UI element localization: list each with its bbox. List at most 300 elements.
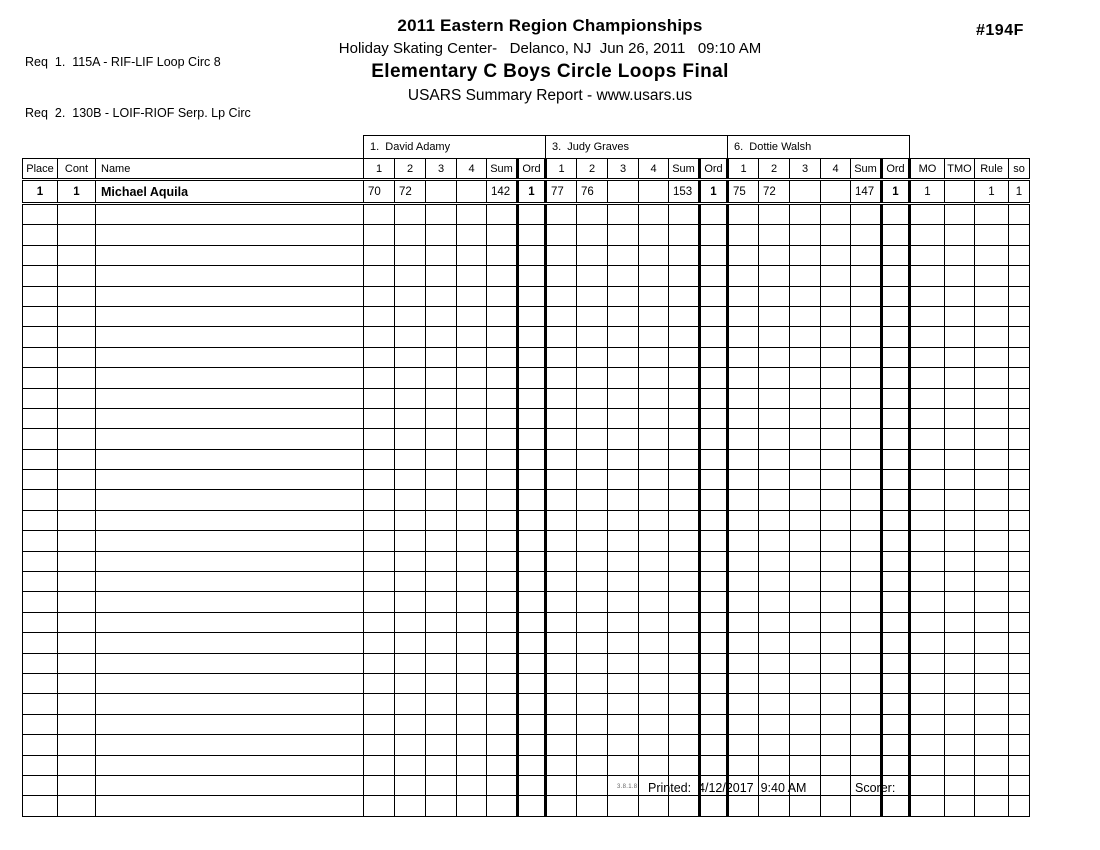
empty-cell bbox=[487, 510, 518, 530]
column-header-row bbox=[23, 159, 1030, 180]
rule-cell: 1 bbox=[975, 180, 1009, 204]
empty-cell bbox=[395, 714, 426, 734]
empty-cell bbox=[945, 306, 975, 326]
empty-cont-cell bbox=[58, 714, 96, 734]
empty-cell bbox=[364, 225, 395, 245]
empty-cell bbox=[851, 673, 882, 693]
empty-cell bbox=[882, 470, 910, 490]
empty-cell bbox=[945, 633, 975, 653]
empty-cell bbox=[910, 306, 945, 326]
empty-cell bbox=[669, 592, 700, 612]
empty-cell bbox=[910, 755, 945, 775]
judge1-score-cell bbox=[457, 180, 487, 204]
empty-name-cell bbox=[96, 225, 364, 245]
empty-cell bbox=[364, 347, 395, 367]
empty-row bbox=[23, 388, 1030, 408]
empty-cell bbox=[608, 266, 639, 286]
empty-cell bbox=[910, 429, 945, 449]
empty-cell bbox=[364, 306, 395, 326]
empty-cell bbox=[395, 755, 426, 775]
empty-cell bbox=[790, 572, 821, 592]
empty-cell bbox=[426, 204, 457, 225]
empty-cell bbox=[364, 694, 395, 714]
empty-cont-cell bbox=[58, 735, 96, 755]
empty-cell bbox=[395, 245, 426, 265]
empty-name-cell bbox=[96, 266, 364, 286]
empty-cell bbox=[457, 347, 487, 367]
empty-cell bbox=[851, 368, 882, 388]
empty-cell bbox=[457, 388, 487, 408]
empty-cell bbox=[608, 673, 639, 693]
empty-cell bbox=[790, 470, 821, 490]
empty-cell bbox=[759, 429, 790, 449]
empty-cell bbox=[975, 531, 1009, 551]
empty-cell bbox=[546, 735, 577, 755]
column-header-name: Name bbox=[96, 159, 364, 180]
empty-cell bbox=[759, 368, 790, 388]
empty-cell bbox=[426, 735, 457, 755]
empty-row bbox=[23, 592, 1030, 612]
empty-cell bbox=[426, 531, 457, 551]
place-cell: 1 bbox=[23, 180, 58, 204]
empty-cell bbox=[945, 694, 975, 714]
mo-cell: 1 bbox=[910, 180, 945, 204]
empty-cell bbox=[546, 266, 577, 286]
empty-cell bbox=[395, 347, 426, 367]
empty-cell bbox=[577, 714, 608, 734]
empty-cell bbox=[821, 225, 851, 245]
empty-cell bbox=[882, 510, 910, 530]
empty-cell bbox=[577, 408, 608, 428]
empty-cell bbox=[608, 225, 639, 245]
empty-cell bbox=[790, 388, 821, 408]
empty-cell bbox=[700, 266, 728, 286]
judge1-score-cell: 70 bbox=[364, 180, 395, 204]
empty-cont-cell bbox=[58, 408, 96, 428]
empty-cell bbox=[821, 572, 851, 592]
empty-name-cell bbox=[96, 755, 364, 775]
empty-cell bbox=[728, 286, 759, 306]
empty-row bbox=[23, 755, 1030, 775]
empty-cell bbox=[821, 429, 851, 449]
empty-cell bbox=[364, 531, 395, 551]
empty-cell bbox=[546, 368, 577, 388]
empty-cell bbox=[457, 245, 487, 265]
empty-cont-cell bbox=[58, 653, 96, 673]
empty-cont-cell bbox=[58, 449, 96, 469]
empty-cell bbox=[1009, 633, 1030, 653]
empty-cell bbox=[487, 531, 518, 551]
empty-cell bbox=[364, 470, 395, 490]
empty-cont-cell bbox=[58, 368, 96, 388]
empty-cell bbox=[728, 531, 759, 551]
empty-cell bbox=[821, 266, 851, 286]
empty-cell bbox=[945, 510, 975, 530]
empty-cell bbox=[669, 510, 700, 530]
empty-cell bbox=[395, 327, 426, 347]
empty-cell bbox=[518, 551, 546, 571]
empty-cell bbox=[851, 204, 882, 225]
empty-cell bbox=[395, 531, 426, 551]
empty-cell bbox=[945, 368, 975, 388]
empty-name-cell bbox=[96, 204, 364, 225]
empty-cell bbox=[546, 673, 577, 693]
empty-cell bbox=[790, 429, 821, 449]
empty-cell bbox=[700, 572, 728, 592]
empty-cell bbox=[821, 327, 851, 347]
empty-cell bbox=[945, 735, 975, 755]
empty-cell bbox=[728, 673, 759, 693]
requirement-line-1: Req 1. 115A - RIF-LIF Loop Circ 8 bbox=[25, 55, 221, 69]
empty-cell bbox=[608, 347, 639, 367]
empty-cell bbox=[882, 694, 910, 714]
empty-cell bbox=[1009, 286, 1030, 306]
empty-row bbox=[23, 735, 1030, 755]
empty-cell bbox=[487, 286, 518, 306]
empty-cell bbox=[910, 531, 945, 551]
empty-cell bbox=[945, 551, 975, 571]
empty-cell bbox=[487, 388, 518, 408]
empty-cell bbox=[728, 755, 759, 775]
empty-cell bbox=[395, 572, 426, 592]
empty-cell bbox=[759, 327, 790, 347]
empty-cell bbox=[821, 551, 851, 571]
empty-cell bbox=[487, 714, 518, 734]
empty-place-cell bbox=[23, 694, 58, 714]
empty-cell bbox=[882, 755, 910, 775]
empty-cell bbox=[882, 286, 910, 306]
empty-cell bbox=[700, 551, 728, 571]
empty-cell bbox=[759, 470, 790, 490]
empty-row bbox=[23, 429, 1030, 449]
empty-cell bbox=[851, 306, 882, 326]
empty-cell bbox=[882, 735, 910, 755]
empty-cell bbox=[882, 531, 910, 551]
empty-cell bbox=[518, 755, 546, 775]
empty-cell bbox=[975, 612, 1009, 632]
empty-cell bbox=[608, 694, 639, 714]
empty-cell bbox=[851, 592, 882, 612]
empty-name-cell bbox=[96, 347, 364, 367]
empty-cell bbox=[546, 306, 577, 326]
empty-cell bbox=[759, 510, 790, 530]
empty-cell bbox=[669, 572, 700, 592]
empty-cell bbox=[759, 449, 790, 469]
empty-place-cell bbox=[23, 470, 58, 490]
empty-row bbox=[23, 510, 1030, 530]
empty-cell bbox=[639, 388, 669, 408]
column-header-judge3-ord: Ord bbox=[882, 159, 910, 180]
empty-cell bbox=[395, 612, 426, 632]
empty-cell bbox=[945, 449, 975, 469]
judge3-score-cell bbox=[790, 180, 821, 204]
empty-cell bbox=[851, 225, 882, 245]
empty-cell bbox=[487, 673, 518, 693]
empty-cell bbox=[577, 388, 608, 408]
empty-cell bbox=[608, 633, 639, 653]
empty-name-cell bbox=[96, 633, 364, 653]
empty-cell bbox=[851, 510, 882, 530]
empty-cell bbox=[821, 204, 851, 225]
empty-cell bbox=[546, 408, 577, 428]
empty-name-cell bbox=[96, 388, 364, 408]
empty-cell bbox=[910, 225, 945, 245]
empty-cell bbox=[608, 653, 639, 673]
empty-place-cell bbox=[23, 735, 58, 755]
empty-cell bbox=[518, 470, 546, 490]
column-header-so: so bbox=[1009, 159, 1030, 180]
empty-cell bbox=[910, 714, 945, 734]
empty-place-cell bbox=[23, 551, 58, 571]
empty-cell bbox=[728, 653, 759, 673]
empty-cell bbox=[639, 368, 669, 388]
tmo-cell bbox=[945, 180, 975, 204]
empty-cell bbox=[1009, 735, 1030, 755]
empty-cell bbox=[669, 245, 700, 265]
empty-cell bbox=[728, 633, 759, 653]
empty-cell bbox=[945, 612, 975, 632]
empty-cell bbox=[395, 694, 426, 714]
empty-cell bbox=[546, 551, 577, 571]
empty-row bbox=[23, 204, 1030, 225]
judge2-score-cell: 77 bbox=[546, 180, 577, 204]
empty-cell bbox=[1009, 266, 1030, 286]
empty-cell bbox=[975, 694, 1009, 714]
empty-cell bbox=[457, 755, 487, 775]
empty-cell bbox=[457, 673, 487, 693]
empty-cell bbox=[487, 735, 518, 755]
empty-cell bbox=[700, 204, 728, 225]
empty-cell bbox=[395, 429, 426, 449]
empty-cell bbox=[759, 490, 790, 510]
empty-cell bbox=[851, 714, 882, 734]
empty-cell bbox=[821, 653, 851, 673]
empty-cell bbox=[945, 245, 975, 265]
empty-name-cell bbox=[96, 470, 364, 490]
empty-cell bbox=[546, 572, 577, 592]
empty-cell bbox=[790, 592, 821, 612]
empty-cell bbox=[426, 347, 457, 367]
empty-cell bbox=[851, 531, 882, 551]
empty-cell bbox=[487, 694, 518, 714]
empty-cell bbox=[577, 735, 608, 755]
empty-cell bbox=[546, 347, 577, 367]
empty-cell bbox=[945, 490, 975, 510]
empty-cell bbox=[882, 266, 910, 286]
empty-cell bbox=[910, 612, 945, 632]
empty-cell bbox=[882, 347, 910, 367]
empty-cell bbox=[790, 612, 821, 632]
judge2-score-cell bbox=[608, 180, 639, 204]
empty-cell bbox=[759, 714, 790, 734]
judge-header-2: 3. Judy Graves bbox=[546, 136, 728, 159]
printed-timestamp: Printed: 4/12/2017 9:40 AM bbox=[648, 781, 807, 795]
empty-place-cell bbox=[23, 531, 58, 551]
requirement-line-2: Req 2. 130B - LOIF-RIOF Serp. Lp Circ bbox=[25, 106, 251, 120]
empty-cont-cell bbox=[58, 225, 96, 245]
empty-cell bbox=[426, 694, 457, 714]
empty-cell bbox=[700, 673, 728, 693]
empty-cell bbox=[759, 694, 790, 714]
empty-cell bbox=[700, 633, 728, 653]
empty-cell bbox=[364, 245, 395, 265]
empty-cell bbox=[639, 673, 669, 693]
empty-row bbox=[23, 368, 1030, 388]
empty-cell bbox=[546, 714, 577, 734]
empty-cell bbox=[487, 408, 518, 428]
empty-cell bbox=[1009, 531, 1030, 551]
empty-cell bbox=[945, 531, 975, 551]
empty-cell bbox=[910, 633, 945, 653]
empty-cell bbox=[910, 572, 945, 592]
judge3-ord-cell: 1 bbox=[882, 180, 910, 204]
empty-cell bbox=[975, 204, 1009, 225]
empty-cell bbox=[457, 266, 487, 286]
empty-cell bbox=[728, 245, 759, 265]
empty-cell bbox=[1009, 694, 1030, 714]
empty-cell bbox=[364, 673, 395, 693]
empty-cell bbox=[395, 388, 426, 408]
empty-cell bbox=[759, 204, 790, 225]
empty-row bbox=[23, 408, 1030, 428]
empty-cell bbox=[1009, 388, 1030, 408]
empty-cell bbox=[1009, 449, 1030, 469]
empty-cell bbox=[759, 306, 790, 326]
scorer-label: Scorer: bbox=[855, 781, 896, 795]
empty-name-cell bbox=[96, 653, 364, 673]
empty-cell bbox=[364, 735, 395, 755]
empty-cont-cell bbox=[58, 510, 96, 530]
empty-cell bbox=[639, 592, 669, 612]
column-header-judge2-ord: Ord bbox=[700, 159, 728, 180]
empty-cell bbox=[639, 306, 669, 326]
empty-name-cell bbox=[96, 510, 364, 530]
empty-cont-cell bbox=[58, 694, 96, 714]
empty-cell bbox=[790, 306, 821, 326]
empty-cell bbox=[518, 531, 546, 551]
empty-cell bbox=[608, 429, 639, 449]
empty-cell bbox=[395, 306, 426, 326]
empty-place-cell bbox=[23, 429, 58, 449]
empty-cell bbox=[395, 368, 426, 388]
column-header-judge1-ord: Ord bbox=[518, 159, 546, 180]
empty-cell bbox=[790, 245, 821, 265]
empty-cell bbox=[945, 592, 975, 612]
empty-cell bbox=[546, 531, 577, 551]
empty-cell bbox=[851, 449, 882, 469]
empty-name-cell bbox=[96, 673, 364, 693]
empty-cell bbox=[975, 633, 1009, 653]
empty-cell bbox=[546, 245, 577, 265]
empty-cell bbox=[700, 327, 728, 347]
empty-cell bbox=[700, 653, 728, 673]
empty-cell bbox=[426, 551, 457, 571]
empty-cell bbox=[487, 572, 518, 592]
empty-cell bbox=[457, 204, 487, 225]
empty-cell bbox=[364, 490, 395, 510]
empty-cell bbox=[1009, 551, 1030, 571]
empty-cell bbox=[910, 653, 945, 673]
empty-cell bbox=[882, 204, 910, 225]
empty-name-cell bbox=[96, 714, 364, 734]
empty-cell bbox=[728, 470, 759, 490]
empty-cell bbox=[759, 266, 790, 286]
empty-cont-cell bbox=[58, 266, 96, 286]
empty-cell bbox=[457, 327, 487, 347]
empty-cell bbox=[669, 755, 700, 775]
column-header-cont: Cont bbox=[58, 159, 96, 180]
report-type-line: USARS Summary Report - www.usars.us bbox=[407, 87, 693, 104]
column-header-judge1-sum: Sum bbox=[487, 159, 518, 180]
empty-cell bbox=[700, 612, 728, 632]
empty-cell bbox=[851, 429, 882, 449]
empty-cell bbox=[851, 490, 882, 510]
empty-cell bbox=[700, 694, 728, 714]
empty-cell bbox=[728, 694, 759, 714]
empty-cell bbox=[700, 592, 728, 612]
empty-cell bbox=[639, 245, 669, 265]
empty-cell bbox=[426, 490, 457, 510]
empty-cell bbox=[426, 510, 457, 530]
empty-row bbox=[23, 470, 1030, 490]
empty-cell bbox=[487, 429, 518, 449]
empty-cell bbox=[364, 551, 395, 571]
empty-place-cell bbox=[23, 204, 58, 225]
empty-cell bbox=[457, 449, 487, 469]
empty-cell bbox=[945, 653, 975, 673]
empty-cell bbox=[821, 470, 851, 490]
empty-place-cell bbox=[23, 755, 58, 775]
empty-cell bbox=[669, 368, 700, 388]
empty-place-cell bbox=[23, 612, 58, 632]
empty-cell bbox=[945, 347, 975, 367]
empty-name-cell bbox=[96, 592, 364, 612]
empty-place-cell bbox=[23, 673, 58, 693]
empty-cell bbox=[945, 714, 975, 734]
empty-cell bbox=[728, 551, 759, 571]
empty-name-cell bbox=[96, 286, 364, 306]
empty-cell bbox=[790, 368, 821, 388]
empty-row bbox=[23, 694, 1030, 714]
empty-cell bbox=[457, 408, 487, 428]
empty-cell bbox=[457, 368, 487, 388]
empty-name-cell bbox=[96, 735, 364, 755]
empty-cell bbox=[669, 551, 700, 571]
judge2-score-cell bbox=[639, 180, 669, 204]
empty-cell bbox=[487, 490, 518, 510]
empty-cell bbox=[945, 572, 975, 592]
empty-place-cell bbox=[23, 633, 58, 653]
empty-cell bbox=[700, 735, 728, 755]
empty-cell bbox=[518, 592, 546, 612]
empty-cell bbox=[577, 245, 608, 265]
empty-cell bbox=[487, 653, 518, 673]
championship-title: 2011 Eastern Region Championships bbox=[397, 16, 703, 35]
empty-cell bbox=[910, 204, 945, 225]
empty-cell bbox=[487, 612, 518, 632]
empty-cell bbox=[426, 755, 457, 775]
empty-cell bbox=[426, 368, 457, 388]
empty-cell bbox=[1009, 429, 1030, 449]
empty-cell bbox=[700, 245, 728, 265]
empty-cell bbox=[518, 306, 546, 326]
empty-cell bbox=[790, 347, 821, 367]
empty-cell bbox=[364, 286, 395, 306]
empty-cell bbox=[790, 694, 821, 714]
empty-cell bbox=[518, 735, 546, 755]
empty-cell bbox=[882, 714, 910, 734]
empty-cell bbox=[1009, 245, 1030, 265]
